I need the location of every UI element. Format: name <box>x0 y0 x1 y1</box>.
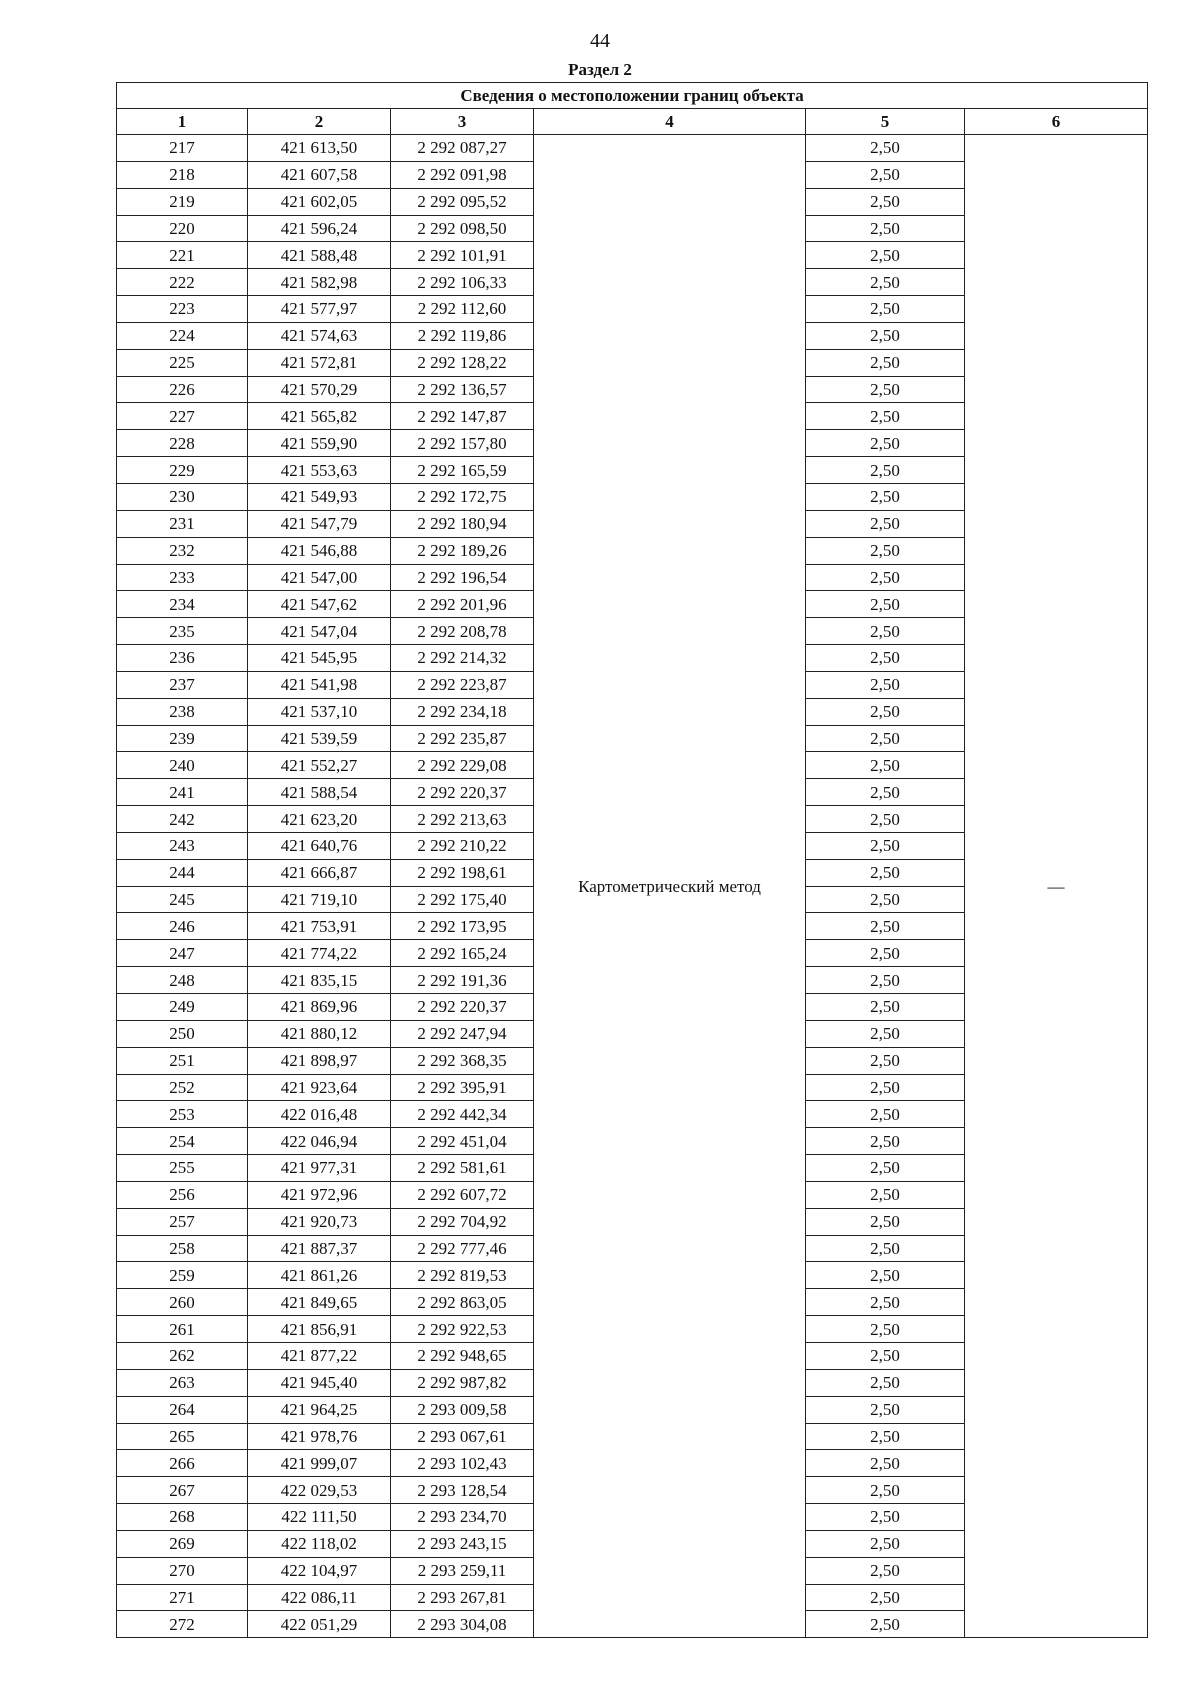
coordinate-y: 2 292 607,72 <box>391 1181 534 1208</box>
accuracy-value: 2,50 <box>806 1584 965 1611</box>
accuracy-value: 2,50 <box>806 832 965 859</box>
accuracy-value: 2,50 <box>806 1047 965 1074</box>
table-row <box>117 135 1148 162</box>
coordinate-y: 2 292 172,75 <box>391 483 534 510</box>
coordinate-y: 2 292 180,94 <box>391 510 534 537</box>
coordinate-x: 421 553,63 <box>248 457 391 484</box>
coordinate-x: 421 588,54 <box>248 779 391 806</box>
coordinate-y: 2 293 267,81 <box>391 1584 534 1611</box>
coordinate-y: 2 292 777,46 <box>391 1235 534 1262</box>
accuracy-value: 2,50 <box>806 1235 965 1262</box>
accuracy-value: 2,50 <box>806 618 965 645</box>
coordinate-y: 2 292 220,37 <box>391 779 534 806</box>
accuracy-value: 2,50 <box>806 457 965 484</box>
accuracy-value: 2,50 <box>806 967 965 994</box>
coordinate-x: 421 977,31 <box>248 1155 391 1182</box>
coordinate-x: 421 964,25 <box>248 1396 391 1423</box>
coordinate-x: 422 046,94 <box>248 1128 391 1155</box>
accuracy-value: 2,50 <box>806 564 965 591</box>
coordinate-y: 2 292 189,26 <box>391 537 534 564</box>
coordinate-x: 421 596,24 <box>248 215 391 242</box>
coordinate-y: 2 293 102,43 <box>391 1450 534 1477</box>
coordinate-y: 2 293 128,54 <box>391 1477 534 1504</box>
accuracy-value: 2,50 <box>806 1504 965 1531</box>
accuracy-value: 2,50 <box>806 376 965 403</box>
point-number: 255 <box>117 1155 248 1182</box>
coordinate-x: 422 086,11 <box>248 1584 391 1611</box>
column-header-6: 6 <box>965 109 1148 135</box>
coordinate-x: 421 546,88 <box>248 537 391 564</box>
accuracy-value: 2,50 <box>806 1396 965 1423</box>
coordinate-y: 2 292 704,92 <box>391 1208 534 1235</box>
coordinate-x: 421 577,97 <box>248 296 391 323</box>
coordinate-y: 2 292 234,18 <box>391 698 534 725</box>
point-number: 257 <box>117 1208 248 1235</box>
coordinate-x: 422 051,29 <box>248 1611 391 1638</box>
coordinate-y: 2 293 304,08 <box>391 1611 534 1638</box>
point-number: 249 <box>117 994 248 1021</box>
accuracy-value: 2,50 <box>806 269 965 296</box>
coordinate-y: 2 292 112,60 <box>391 296 534 323</box>
column6-cell: — <box>965 135 1148 1638</box>
coordinate-y: 2 292 201,96 <box>391 591 534 618</box>
coordinate-y: 2 293 259,11 <box>391 1557 534 1584</box>
accuracy-value: 2,50 <box>806 349 965 376</box>
coordinate-y: 2 292 223,87 <box>391 671 534 698</box>
point-number: 228 <box>117 430 248 457</box>
column-header-4: 4 <box>534 109 806 135</box>
column-header-row <box>117 109 1148 135</box>
accuracy-value: 2,50 <box>806 135 965 162</box>
coordinate-x: 421 774,22 <box>248 940 391 967</box>
coordinate-x: 421 835,15 <box>248 967 391 994</box>
point-number: 221 <box>117 242 248 269</box>
point-number: 253 <box>117 1101 248 1128</box>
point-number: 267 <box>117 1477 248 1504</box>
coordinate-x: 421 541,98 <box>248 671 391 698</box>
point-number: 237 <box>117 671 248 698</box>
point-number: 240 <box>117 752 248 779</box>
point-number: 235 <box>117 618 248 645</box>
coordinate-x: 421 539,59 <box>248 725 391 752</box>
point-number: 238 <box>117 698 248 725</box>
column-header-5: 5 <box>806 109 965 135</box>
coordinate-y: 2 293 234,70 <box>391 1504 534 1531</box>
coordinate-y: 2 292 229,08 <box>391 752 534 779</box>
accuracy-value: 2,50 <box>806 537 965 564</box>
coordinate-y: 2 292 098,50 <box>391 215 534 242</box>
accuracy-value: 2,50 <box>806 994 965 1021</box>
accuracy-value: 2,50 <box>806 1074 965 1101</box>
accuracy-value: 2,50 <box>806 1369 965 1396</box>
coordinate-x: 421 869,96 <box>248 994 391 1021</box>
coordinate-y: 2 292 173,95 <box>391 913 534 940</box>
point-number: 217 <box>117 135 248 162</box>
coordinate-x: 421 978,76 <box>248 1423 391 1450</box>
coordinate-x: 421 602,05 <box>248 188 391 215</box>
accuracy-value: 2,50 <box>806 1342 965 1369</box>
accuracy-value: 2,50 <box>806 779 965 806</box>
coordinate-y: 2 292 165,59 <box>391 457 534 484</box>
coordinate-y: 2 292 581,61 <box>391 1155 534 1182</box>
point-number: 252 <box>117 1074 248 1101</box>
point-number: 268 <box>117 1504 248 1531</box>
accuracy-value: 2,50 <box>806 591 965 618</box>
coordinate-y: 2 293 243,15 <box>391 1530 534 1557</box>
accuracy-value: 2,50 <box>806 806 965 833</box>
coordinate-x: 421 945,40 <box>248 1369 391 1396</box>
coordinate-y: 2 292 087,27 <box>391 135 534 162</box>
point-number: 226 <box>117 376 248 403</box>
accuracy-value: 2,50 <box>806 161 965 188</box>
coordinate-x: 421 607,58 <box>248 161 391 188</box>
accuracy-value: 2,50 <box>806 483 965 510</box>
coordinate-x: 421 999,07 <box>248 1450 391 1477</box>
point-number: 232 <box>117 537 248 564</box>
point-number: 223 <box>117 296 248 323</box>
accuracy-value: 2,50 <box>806 671 965 698</box>
accuracy-value: 2,50 <box>806 1155 965 1182</box>
coordinate-y: 2 292 368,35 <box>391 1047 534 1074</box>
accuracy-value: 2,50 <box>806 1289 965 1316</box>
coordinate-x: 421 582,98 <box>248 269 391 296</box>
coordinate-y: 2 292 106,33 <box>391 269 534 296</box>
coordinate-x: 421 570,29 <box>248 376 391 403</box>
coordinate-x: 421 623,20 <box>248 806 391 833</box>
coordinate-x: 421 572,81 <box>248 349 391 376</box>
coordinate-x: 421 753,91 <box>248 913 391 940</box>
accuracy-value: 2,50 <box>806 1316 965 1343</box>
point-number: 260 <box>117 1289 248 1316</box>
point-number: 241 <box>117 779 248 806</box>
accuracy-value: 2,50 <box>806 1020 965 1047</box>
coordinate-x: 421 972,96 <box>248 1181 391 1208</box>
point-number: 227 <box>117 403 248 430</box>
coordinate-x: 421 640,76 <box>248 832 391 859</box>
boundary-coordinates-table <box>116 82 1148 1638</box>
accuracy-value: 2,50 <box>806 403 965 430</box>
coordinate-y: 2 292 157,80 <box>391 430 534 457</box>
coordinate-x: 422 029,53 <box>248 1477 391 1504</box>
coordinate-x: 421 856,91 <box>248 1316 391 1343</box>
accuracy-value: 2,50 <box>806 913 965 940</box>
table-caption-row <box>117 83 1148 109</box>
coordinate-x: 421 549,93 <box>248 483 391 510</box>
accuracy-value: 2,50 <box>806 1423 965 1450</box>
coordinate-x: 421 545,95 <box>248 645 391 672</box>
accuracy-value: 2,50 <box>806 1530 965 1557</box>
coordinate-x: 421 537,10 <box>248 698 391 725</box>
point-number: 250 <box>117 1020 248 1047</box>
coordinate-x: 421 613,50 <box>248 135 391 162</box>
coordinate-y: 2 292 147,87 <box>391 403 534 430</box>
point-number: 234 <box>117 591 248 618</box>
coordinate-x: 422 104,97 <box>248 1557 391 1584</box>
coordinate-x: 421 588,48 <box>248 242 391 269</box>
coordinate-y: 2 292 987,82 <box>391 1369 534 1396</box>
accuracy-value: 2,50 <box>806 1128 965 1155</box>
coordinate-y: 2 292 247,94 <box>391 1020 534 1047</box>
coordinate-y: 2 292 101,91 <box>391 242 534 269</box>
point-number: 265 <box>117 1423 248 1450</box>
accuracy-value: 2,50 <box>806 1450 965 1477</box>
coordinate-x: 421 559,90 <box>248 430 391 457</box>
point-number: 270 <box>117 1557 248 1584</box>
point-number: 224 <box>117 322 248 349</box>
point-number: 244 <box>117 859 248 886</box>
coordinate-x: 421 547,00 <box>248 564 391 591</box>
accuracy-value: 2,50 <box>806 886 965 913</box>
point-number: 229 <box>117 457 248 484</box>
coordinate-x: 421 877,22 <box>248 1342 391 1369</box>
coordinate-x: 421 547,62 <box>248 591 391 618</box>
accuracy-value: 2,50 <box>806 188 965 215</box>
coordinate-x: 421 719,10 <box>248 886 391 913</box>
coordinate-x: 421 547,79 <box>248 510 391 537</box>
coordinate-x: 421 887,37 <box>248 1235 391 1262</box>
coordinate-y: 2 292 175,40 <box>391 886 534 913</box>
accuracy-value: 2,50 <box>806 1208 965 1235</box>
coordinate-x: 421 547,04 <box>248 618 391 645</box>
point-number: 220 <box>117 215 248 242</box>
accuracy-value: 2,50 <box>806 1181 965 1208</box>
accuracy-value: 2,50 <box>806 322 965 349</box>
accuracy-value: 2,50 <box>806 1611 965 1638</box>
point-number: 225 <box>117 349 248 376</box>
coordinate-y: 2 292 210,22 <box>391 832 534 859</box>
point-number: 256 <box>117 1181 248 1208</box>
coordinate-y: 2 292 451,04 <box>391 1128 534 1155</box>
coordinate-y: 2 292 196,54 <box>391 564 534 591</box>
coordinate-y: 2 292 136,57 <box>391 376 534 403</box>
point-number: 264 <box>117 1396 248 1423</box>
point-number: 245 <box>117 886 248 913</box>
section-title: Раздел 2 <box>568 60 632 79</box>
coordinate-y: 2 292 220,37 <box>391 994 534 1021</box>
point-number: 271 <box>117 1584 248 1611</box>
point-number: 248 <box>117 967 248 994</box>
coordinate-y: 2 293 009,58 <box>391 1396 534 1423</box>
coordinate-x: 421 552,27 <box>248 752 391 779</box>
coordinate-y: 2 292 395,91 <box>391 1074 534 1101</box>
point-number: 230 <box>117 483 248 510</box>
point-number: 247 <box>117 940 248 967</box>
coordinate-y: 2 292 165,24 <box>391 940 534 967</box>
point-number: 262 <box>117 1342 248 1369</box>
point-number: 266 <box>117 1450 248 1477</box>
accuracy-value: 2,50 <box>806 430 965 457</box>
accuracy-value: 2,50 <box>806 725 965 752</box>
accuracy-value: 2,50 <box>806 940 965 967</box>
column-header-3: 3 <box>391 109 534 135</box>
coordinate-y: 2 292 198,61 <box>391 859 534 886</box>
accuracy-value: 2,50 <box>806 242 965 269</box>
coordinate-x: 421 849,65 <box>248 1289 391 1316</box>
coordinate-y: 2 292 442,34 <box>391 1101 534 1128</box>
point-number: 254 <box>117 1128 248 1155</box>
point-number: 263 <box>117 1369 248 1396</box>
coordinate-x: 421 666,87 <box>248 859 391 886</box>
coordinate-x: 422 118,02 <box>248 1530 391 1557</box>
coordinate-x: 421 565,82 <box>248 403 391 430</box>
table-body <box>117 135 1148 1638</box>
coordinate-x: 421 920,73 <box>248 1208 391 1235</box>
coordinate-y: 2 292 214,32 <box>391 645 534 672</box>
coordinate-x: 421 898,97 <box>248 1047 391 1074</box>
coordinate-x: 421 861,26 <box>248 1262 391 1289</box>
accuracy-value: 2,50 <box>806 698 965 725</box>
column-header-2: 2 <box>248 109 391 135</box>
point-number: 219 <box>117 188 248 215</box>
point-number: 261 <box>117 1316 248 1343</box>
coordinate-y: 2 292 819,53 <box>391 1262 534 1289</box>
coordinate-x: 421 574,63 <box>248 322 391 349</box>
coordinate-x: 421 880,12 <box>248 1020 391 1047</box>
accuracy-value: 2,50 <box>806 645 965 672</box>
coordinate-y: 2 292 948,65 <box>391 1342 534 1369</box>
accuracy-value: 2,50 <box>806 752 965 779</box>
point-number: 231 <box>117 510 248 537</box>
coordinate-y: 2 292 119,86 <box>391 322 534 349</box>
point-number: 272 <box>117 1611 248 1638</box>
point-number: 259 <box>117 1262 248 1289</box>
point-number: 233 <box>117 564 248 591</box>
coordinate-y: 2 292 091,98 <box>391 161 534 188</box>
point-number: 218 <box>117 161 248 188</box>
point-number: 239 <box>117 725 248 752</box>
accuracy-value: 2,50 <box>806 510 965 537</box>
table-caption: Сведения о местоположении границ объекта <box>117 83 1148 109</box>
point-number: 246 <box>117 913 248 940</box>
point-number: 222 <box>117 269 248 296</box>
coordinate-x: 421 923,64 <box>248 1074 391 1101</box>
accuracy-value: 2,50 <box>806 1262 965 1289</box>
accuracy-value: 2,50 <box>806 296 965 323</box>
accuracy-value: 2,50 <box>806 215 965 242</box>
point-number: 269 <box>117 1530 248 1557</box>
coordinate-y: 2 292 191,36 <box>391 967 534 994</box>
accuracy-value: 2,50 <box>806 1557 965 1584</box>
coordinate-y: 2 292 095,52 <box>391 188 534 215</box>
coordinate-x: 422 016,48 <box>248 1101 391 1128</box>
point-number: 242 <box>117 806 248 833</box>
accuracy-value: 2,50 <box>806 1101 965 1128</box>
coordinate-y: 2 292 208,78 <box>391 618 534 645</box>
coordinate-y: 2 292 922,53 <box>391 1316 534 1343</box>
point-number: 258 <box>117 1235 248 1262</box>
point-number: 251 <box>117 1047 248 1074</box>
coordinate-x: 422 111,50 <box>248 1504 391 1531</box>
column-header-1: 1 <box>117 109 248 135</box>
coordinate-y: 2 292 213,63 <box>391 806 534 833</box>
coordinate-y: 2 292 863,05 <box>391 1289 534 1316</box>
point-number: 236 <box>117 645 248 672</box>
method-cell: Картометрический метод <box>534 135 806 1638</box>
accuracy-value: 2,50 <box>806 859 965 886</box>
coordinate-y: 2 292 128,22 <box>391 349 534 376</box>
accuracy-value: 2,50 <box>806 1477 965 1504</box>
page-number: 44 <box>590 30 610 52</box>
coordinate-y: 2 292 235,87 <box>391 725 534 752</box>
point-number: 243 <box>117 832 248 859</box>
coordinate-y: 2 293 067,61 <box>391 1423 534 1450</box>
